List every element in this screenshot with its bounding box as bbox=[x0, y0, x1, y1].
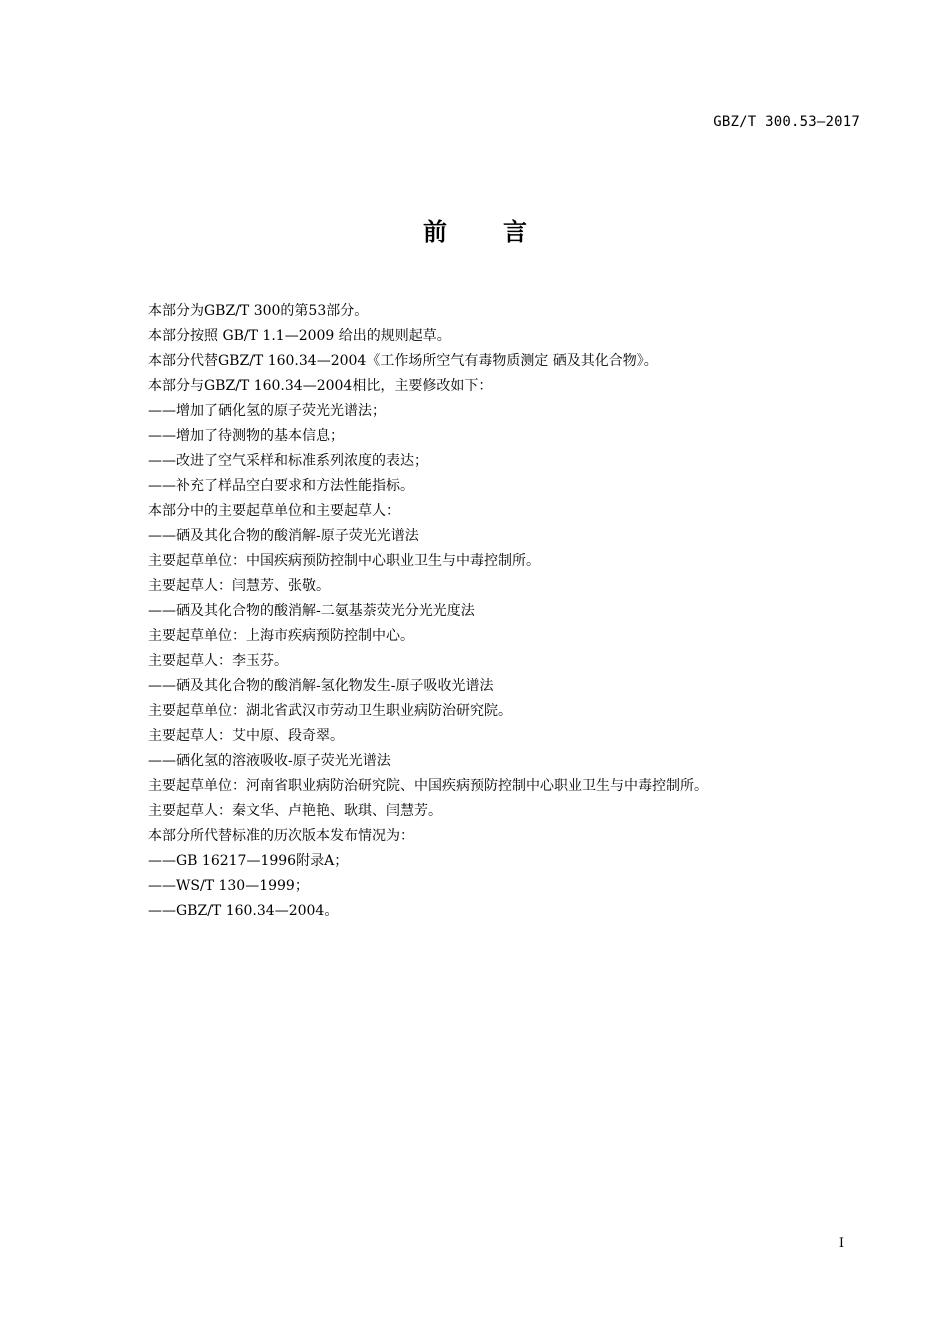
list-item: ——WS/T 130—1999； bbox=[148, 878, 309, 894]
text-line: 主要起草单位：上海市疾病预防控制中心。 bbox=[148, 628, 414, 644]
list-item: ——硒及其化合物的酸消解-氢化物发生-原子吸收光谱法 bbox=[148, 678, 494, 694]
list-item: ——改进了空气采样和标准系列浓度的表达； bbox=[148, 453, 428, 469]
list-item: ——补充了样品空白要求和方法性能指标。 bbox=[148, 478, 414, 494]
text-line: 主要起草单位：河南省职业病防治研究院、中国疾病预防控制中心职业卫生与中毒控制所。 bbox=[148, 778, 708, 794]
list-item: ——硒及其化合物的酸消解-二氨基萘荧光分光光度法 bbox=[148, 603, 475, 619]
text-line: 本部分与GBZ/T 160.34—2004相比，主要修改如下： bbox=[148, 378, 493, 394]
page-number: I bbox=[838, 1236, 844, 1251]
text-line: 本部分按照 GB/T 1.1—2009 给出的规则起草。 bbox=[148, 328, 451, 344]
list-item: ——增加了待测物的基本信息； bbox=[148, 428, 344, 444]
page-title: 前言 bbox=[423, 218, 583, 246]
document-code: GBZ/T 300.53—2017 bbox=[713, 114, 860, 130]
text-line: 主要起草人：闫慧芳、张敬。 bbox=[148, 578, 330, 594]
list-item: ——GB 16217—1996附录A； bbox=[148, 853, 349, 869]
list-item: ——硒及其化合物的酸消解-原子荧光光谱法 bbox=[148, 528, 419, 544]
list-item: ——硒化氢的溶液吸收-原子荧光光谱法 bbox=[148, 753, 391, 769]
text-line: 主要起草人：艾中原、段奇翠。 bbox=[148, 728, 344, 744]
text-line: 主要起草单位：湖北省武汉市劳动卫生职业病防治研究院。 bbox=[148, 703, 512, 719]
text-line: 本部分所代替标准的历次版本发布情况为： bbox=[148, 828, 414, 844]
text-line: 主要起草人：李玉芬。 bbox=[148, 653, 288, 669]
text-line: 本部分代替GBZ/T 160.34—2004《工作场所空气有毒物质测定 硒及其化合物》。 bbox=[148, 353, 658, 369]
text-line: 本部分为GBZ/T 300的第53部分。 bbox=[148, 303, 369, 319]
text-line: 主要起草人：秦文华、卢艳艳、耿琪、闫慧芳。 bbox=[148, 803, 442, 819]
list-item: ——GBZ/T 160.34—2004。 bbox=[148, 903, 339, 919]
preface-body bbox=[148, 299, 848, 924]
list-item: ——增加了硒化氢的原子荧光光谱法； bbox=[148, 403, 386, 419]
text-line: 本部分中的主要起草单位和主要起草人： bbox=[148, 503, 400, 519]
text-line: 主要起草单位：中国疾病预防控制中心职业卫生与中毒控制所。 bbox=[148, 553, 540, 569]
